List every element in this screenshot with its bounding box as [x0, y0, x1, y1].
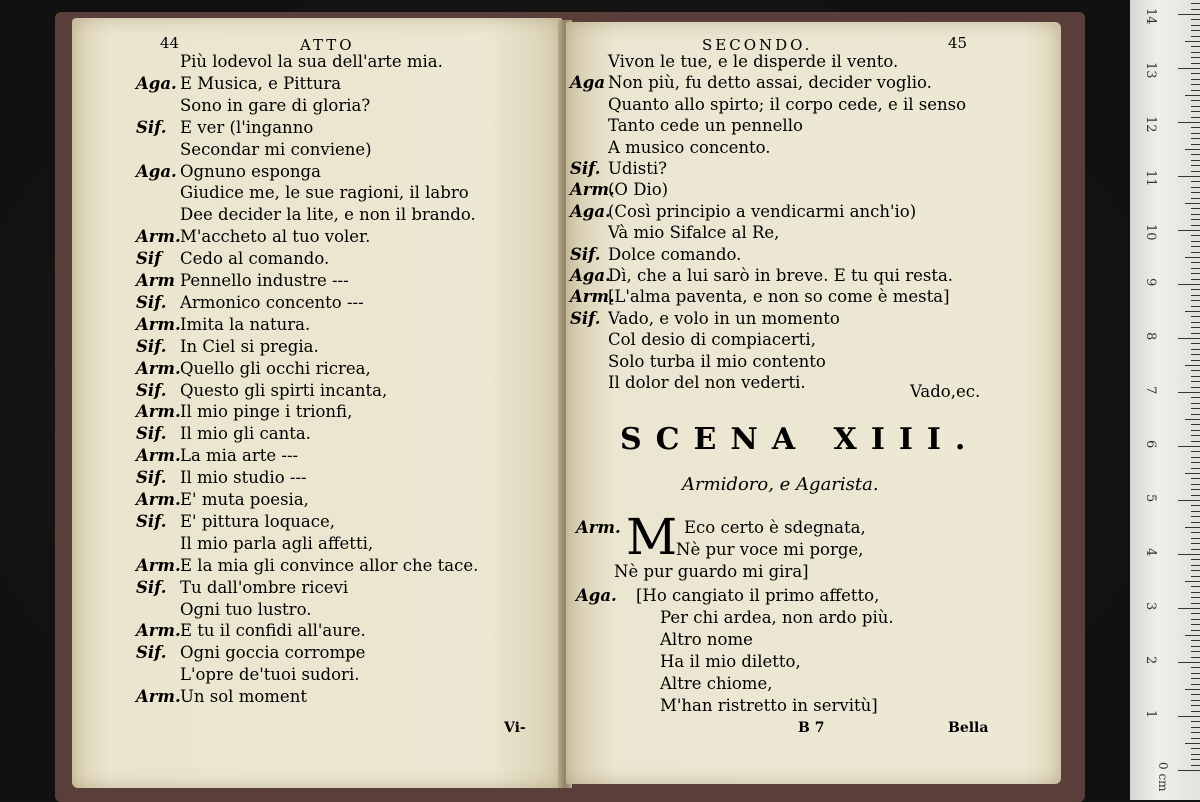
left-line-text: E Musica, e Pittura: [180, 73, 342, 93]
left-line-text: Quello gli occhi ricrea,: [180, 358, 371, 378]
ruler-tick: [1191, 46, 1200, 47]
ruler-tick: [1191, 333, 1200, 334]
left-line-text: E la mia gli convince allor che tace.: [180, 555, 479, 575]
ruler-tick: [1178, 230, 1200, 231]
ruler-tick: [1178, 176, 1200, 177]
ruler-tick: [1191, 84, 1200, 85]
left-line-speaker: Arm: [136, 271, 175, 290]
scene-line-speaker: Arm.: [576, 518, 621, 537]
left-line-text: Pennello industre ---: [180, 271, 349, 290]
ruler-tick: [1178, 284, 1200, 285]
ruler-tick: [1191, 435, 1200, 436]
ruler-tick: [1191, 327, 1200, 328]
ruler-tick: [1191, 592, 1200, 593]
ruler-tick: [1178, 392, 1200, 393]
ruler-tick: [1191, 171, 1200, 172]
left-line-text: E tu il confidi all'aure.: [180, 621, 366, 641]
ruler-tick: [1191, 192, 1200, 193]
ruler-tick: [1191, 322, 1200, 323]
ruler-tick: [1191, 511, 1200, 512]
ruler-tick: [1191, 441, 1200, 442]
ruler-tick: [1191, 262, 1200, 263]
ruler-tick: [1178, 662, 1200, 663]
left-line-speaker: Sif.: [136, 511, 167, 531]
ruler-tick: [1191, 678, 1200, 679]
left-line-text: In Ciel si pregia.: [180, 336, 319, 356]
ruler-tick: [1191, 57, 1200, 58]
ruler-tick: [1191, 117, 1200, 118]
ruler-tick: [1191, 268, 1200, 269]
ruler-tick: [1191, 700, 1200, 701]
right-line-text: A musico concento.: [608, 137, 771, 157]
ruler-tick: [1191, 295, 1200, 296]
ruler-tick: [1191, 235, 1200, 236]
ruler-tick: [1191, 354, 1200, 355]
left-page-number: 44: [160, 34, 180, 52]
scene-characters: Armidoro, e Agarista.: [682, 474, 879, 495]
left-line-speaker: Arm.: [136, 446, 181, 466]
ruler-tick: [1178, 68, 1200, 69]
left-line-speaker: Arm.: [136, 227, 181, 247]
ruler-tick: [1191, 225, 1200, 226]
ruler-tick: [1191, 522, 1200, 523]
left-line-text: M'accheto al tuo voler.: [180, 227, 371, 247]
left-line-text: Ogni tuo lustro.: [180, 599, 312, 619]
right-line-text: Tanto cede un pennello: [608, 116, 803, 136]
ruler-tick: [1191, 300, 1200, 301]
right-page-number: 45: [948, 34, 968, 52]
ruler-tick: [1191, 397, 1200, 398]
scene-line-text: Ha il mio diletto,: [660, 652, 801, 671]
left-line-speaker: Arm.: [136, 490, 181, 509]
ruler-number: 10: [1143, 224, 1158, 241]
drop-cap: M: [626, 508, 678, 566]
ruler-tick: [1191, 549, 1200, 550]
ruler-tick: [1191, 165, 1200, 166]
right-line-text: Và mio Sifalce al Re,: [608, 223, 780, 243]
ruler-tick: [1191, 705, 1200, 706]
right-catchword: Bella: [948, 720, 989, 736]
ruler-tick: [1178, 14, 1200, 15]
ruler-number: 4: [1143, 548, 1158, 557]
ruler-tick: [1178, 770, 1200, 771]
ruler-tick: [1178, 338, 1200, 339]
ruler-tick: [1191, 408, 1200, 409]
ruler-tick: [1191, 613, 1200, 614]
left-line-speaker: Sif: [136, 249, 162, 269]
ruler-tick: [1185, 257, 1200, 258]
ruler-tick: [1191, 9, 1200, 10]
ruler-tick: [1191, 711, 1200, 712]
ruler-unit-label: 0 cm: [1156, 762, 1170, 792]
ruler-tick: [1185, 527, 1200, 528]
left-line-speaker: Sif.: [136, 380, 167, 400]
left-line-text: Più lodevol la sua dell'arte mia.: [180, 52, 443, 71]
ruler-tick: [1191, 414, 1200, 415]
left-line-text: Armonico concento ---: [180, 292, 364, 312]
ruler-tick: [1191, 181, 1200, 182]
ruler-tick: [1191, 52, 1200, 53]
left-line-speaker: Sif.: [136, 424, 167, 444]
right-line-text: Vivon le tue, e le disperde il vento.: [608, 52, 899, 71]
ruler-tick: [1178, 554, 1200, 555]
ruler-tick: [1191, 106, 1200, 107]
ruler-tick: [1191, 603, 1200, 604]
ruler-tick: [1178, 500, 1200, 501]
ruler-tick: [1191, 543, 1200, 544]
ruler-tick: [1191, 721, 1200, 722]
left-line-text: Il mio pinge i trionfi,: [180, 402, 353, 422]
ruler-tick: [1185, 41, 1200, 42]
left-line-speaker: Sif.: [136, 117, 167, 137]
right-line-text: Vado, e volo in un momento: [608, 308, 840, 328]
ruler-tick: [1191, 586, 1200, 587]
ruler-tick: [1191, 759, 1200, 760]
ruler-tick: [1191, 565, 1200, 566]
ruler-tick: [1191, 424, 1200, 425]
left-line-text: E' muta poesia,: [180, 490, 309, 509]
ruler-number: 1: [1143, 710, 1158, 719]
ruler-tick: [1185, 473, 1200, 474]
ruler-tick: [1191, 532, 1200, 533]
ruler-tick: [1191, 316, 1200, 317]
left-line-speaker: Arm.: [136, 314, 181, 334]
ruler-tick: [1191, 198, 1200, 199]
ruler-tick: [1191, 516, 1200, 517]
ruler-tick: [1191, 684, 1200, 685]
right-line-text: Non più, fu detto assai, decider voglio.: [608, 73, 932, 93]
right-line-speaker: Aga.: [570, 266, 611, 285]
ruler-tick: [1191, 754, 1200, 755]
right-line-speaker: Arm.: [570, 180, 615, 200]
scene-line-text: M'han ristretto in servitù]: [660, 696, 878, 715]
aria-end-marker: Vado,ec.: [910, 382, 981, 401]
scene-line-text: [Ho cangiato il primo affetto,: [636, 586, 880, 605]
ruler-tick: [1191, 468, 1200, 469]
right-page: [566, 22, 1061, 784]
ruler-tick: [1191, 457, 1200, 458]
right-line-speaker: Sif.: [570, 244, 601, 264]
ruler-tick: [1191, 376, 1200, 377]
ruler-tick: [1178, 716, 1200, 717]
measuring-ruler: [1130, 0, 1200, 800]
right-line-speaker: Sif.: [570, 308, 601, 328]
scene-line-text: Nè pur voce mi porge,: [676, 540, 864, 559]
scene-line-text: Altre chiome,: [660, 674, 773, 693]
ruler-tick: [1178, 608, 1200, 609]
ruler-number: 13: [1143, 62, 1158, 79]
ruler-tick: [1191, 252, 1200, 253]
left-line-text: E' pittura loquace,: [180, 511, 336, 531]
left-line-speaker: Arm.: [136, 621, 181, 641]
left-catchword: Vi-: [504, 720, 526, 736]
ruler-tick: [1191, 624, 1200, 625]
ruler-number: 12: [1143, 116, 1158, 133]
ruler-tick: [1191, 127, 1200, 128]
ruler-tick: [1191, 246, 1200, 247]
ruler-tick: [1191, 381, 1200, 382]
ruler-tick: [1191, 133, 1200, 134]
left-line-speaker: Arm.: [136, 687, 181, 707]
ruler-tick: [1191, 208, 1200, 209]
ruler-tick: [1191, 79, 1200, 80]
right-line-text: Dolce comando.: [608, 244, 742, 264]
ruler-tick: [1191, 640, 1200, 641]
ruler-tick: [1191, 63, 1200, 64]
left-line-text: Questo gli spirti incanta,: [180, 380, 388, 400]
ruler-tick: [1191, 748, 1200, 749]
right-line-text: Solo turba il mio contento: [608, 351, 826, 371]
ruler-number: 3: [1143, 602, 1158, 611]
ruler-tick: [1191, 289, 1200, 290]
scene-line-speaker: Aga.: [576, 586, 617, 605]
ruler-tick: [1191, 3, 1200, 4]
ruler-tick: [1191, 597, 1200, 598]
ruler-tick: [1185, 203, 1200, 204]
left-line-speaker: Arm.: [136, 402, 181, 422]
ruler-tick: [1191, 694, 1200, 695]
ruler-tick: [1191, 25, 1200, 26]
ruler-tick: [1185, 743, 1200, 744]
signature-mark: B 7: [798, 720, 825, 736]
left-line-text: Secondar mi conviene): [180, 139, 372, 159]
ruler-tick: [1191, 187, 1200, 188]
scene-line-text: Per chi ardea, non ardo più.: [660, 608, 894, 627]
ruler-tick: [1191, 90, 1200, 91]
ruler-number: 11: [1143, 170, 1158, 187]
ruler-number: 6: [1143, 440, 1158, 449]
left-line-text: Giudice me, le sue ragioni, il labro: [180, 183, 469, 203]
right-line-text: Dì, che a lui sarò in breve. E tu qui resta.: [608, 266, 954, 285]
ruler-number: 9: [1143, 278, 1158, 287]
ruler-number: 7: [1143, 386, 1158, 395]
left-line-text: La mia arte ---: [180, 446, 299, 466]
ruler-tick: [1191, 738, 1200, 739]
left-line-speaker: Sif.: [136, 643, 167, 663]
left-line-speaker: Sif.: [136, 336, 167, 356]
ruler-tick: [1191, 154, 1200, 155]
ruler-tick: [1191, 765, 1200, 766]
ruler-tick: [1191, 279, 1200, 280]
left-line-text: Ognuno esponga: [180, 161, 321, 181]
right-line-text: Col desio di compiacerti,: [608, 330, 816, 350]
scene-line-text: Nè pur guardo mi gira]: [614, 562, 809, 581]
ruler-tick: [1191, 538, 1200, 539]
right-line-text: (O Dio): [608, 180, 669, 200]
left-line-speaker: Sif.: [136, 468, 167, 488]
ruler-tick: [1191, 360, 1200, 361]
ruler-tick: [1191, 630, 1200, 631]
right-line-text: Quanto allo spirto; il corpo cede, e il senso: [608, 94, 967, 114]
ruler-tick: [1185, 635, 1200, 636]
ruler-tick: [1191, 273, 1200, 274]
ruler-tick: [1178, 122, 1200, 123]
ruler-tick: [1191, 370, 1200, 371]
right-line-speaker: Aga: [570, 73, 606, 93]
left-line-text: Il mio studio ---: [180, 468, 307, 488]
ruler-tick: [1191, 505, 1200, 506]
left-line-text: L'opre de'tuoi sudori.: [180, 665, 360, 685]
ruler-tick: [1191, 73, 1200, 74]
left-line-speaker: Arm.: [136, 555, 181, 575]
ruler-tick: [1191, 657, 1200, 658]
ruler-tick: [1191, 462, 1200, 463]
left-line-speaker: Arm.: [136, 358, 181, 378]
ruler-tick: [1191, 484, 1200, 485]
ruler-tick: [1191, 100, 1200, 101]
ruler-tick: [1191, 570, 1200, 571]
ruler-tick: [1191, 219, 1200, 220]
left-line-text: Sono in gare di gloria?: [180, 95, 371, 115]
ruler-tick: [1185, 581, 1200, 582]
ruler-tick: [1185, 365, 1200, 366]
ruler-tick: [1191, 430, 1200, 431]
left-line-text: Cedo al comando.: [180, 249, 330, 269]
right-running-head: SECONDO.: [702, 36, 813, 54]
ruler-tick: [1191, 144, 1200, 145]
ruler-tick: [1191, 138, 1200, 139]
ruler-tick: [1191, 673, 1200, 674]
scene-line-text: Altro nome: [660, 630, 753, 649]
ruler-number: 14: [1143, 8, 1158, 25]
left-line-text: Il mio gli canta.: [180, 424, 311, 444]
right-line-speaker: Arm.: [570, 287, 615, 307]
ruler-tick: [1191, 651, 1200, 652]
scene-heading: SCENA XIII.: [620, 422, 980, 457]
ruler-tick: [1191, 619, 1200, 620]
ruler-tick: [1185, 311, 1200, 312]
right-line-text: [L'alma paventa, e non so come è mesta]: [608, 287, 950, 307]
left-line-speaker: Aga.: [136, 161, 177, 181]
left-line-text: Un sol moment: [180, 687, 307, 707]
ruler-number: 8: [1143, 332, 1158, 341]
left-line-text: Dee decider la lite, e non il brando.: [180, 205, 476, 225]
ruler-tick: [1191, 19, 1200, 20]
ruler-tick: [1191, 160, 1200, 161]
ruler-tick: [1191, 241, 1200, 242]
left-line-text: Il mio parla agli affetti,: [180, 533, 374, 553]
ruler-tick: [1191, 478, 1200, 479]
right-line-text: Udisti?: [608, 159, 667, 178]
left-running-head: ATTO: [300, 36, 355, 54]
left-line-speaker: Aga.: [136, 73, 177, 93]
left-line-speaker: Sif.: [136, 577, 167, 597]
ruler-tick: [1191, 667, 1200, 668]
left-line-text: Tu dall'ombre ricevi: [180, 577, 349, 597]
ruler-tick: [1191, 646, 1200, 647]
ruler-tick: [1185, 689, 1200, 690]
ruler-tick: [1185, 95, 1200, 96]
left-line-text: Imita la natura.: [180, 314, 311, 334]
ruler-tick: [1191, 732, 1200, 733]
left-line-text: Ogni goccia corrompe: [180, 643, 366, 663]
ruler-tick: [1185, 149, 1200, 150]
scene-line-text: Eco certo è sdegnata,: [684, 518, 866, 537]
ruler-tick: [1191, 489, 1200, 490]
ruler-tick: [1191, 387, 1200, 388]
right-line-text: Il dolor del non vederti.: [608, 373, 806, 392]
right-line-speaker: Aga.: [570, 201, 611, 221]
ruler-tick: [1185, 419, 1200, 420]
ruler-tick: [1191, 306, 1200, 307]
left-line-speaker: Sif.: [136, 292, 167, 312]
ruler-tick: [1191, 111, 1200, 112]
ruler-tick: [1191, 451, 1200, 452]
ruler-number: 5: [1143, 494, 1158, 503]
ruler-tick: [1191, 349, 1200, 350]
ruler-tick: [1191, 403, 1200, 404]
ruler-tick: [1178, 446, 1200, 447]
left-line-text: E ver (l'inganno: [180, 117, 314, 137]
ruler-tick: [1191, 36, 1200, 37]
ruler-tick: [1191, 495, 1200, 496]
right-line-text: (Così principio a vendicarmi anch'io): [608, 201, 917, 221]
ruler-number: 2: [1143, 656, 1158, 665]
ruler-tick: [1191, 559, 1200, 560]
ruler-tick: [1191, 727, 1200, 728]
ruler-tick: [1191, 30, 1200, 31]
ruler-tick: [1191, 576, 1200, 577]
ruler-tick: [1191, 214, 1200, 215]
ruler-tick: [1191, 343, 1200, 344]
right-line-speaker: Sif.: [570, 159, 601, 178]
